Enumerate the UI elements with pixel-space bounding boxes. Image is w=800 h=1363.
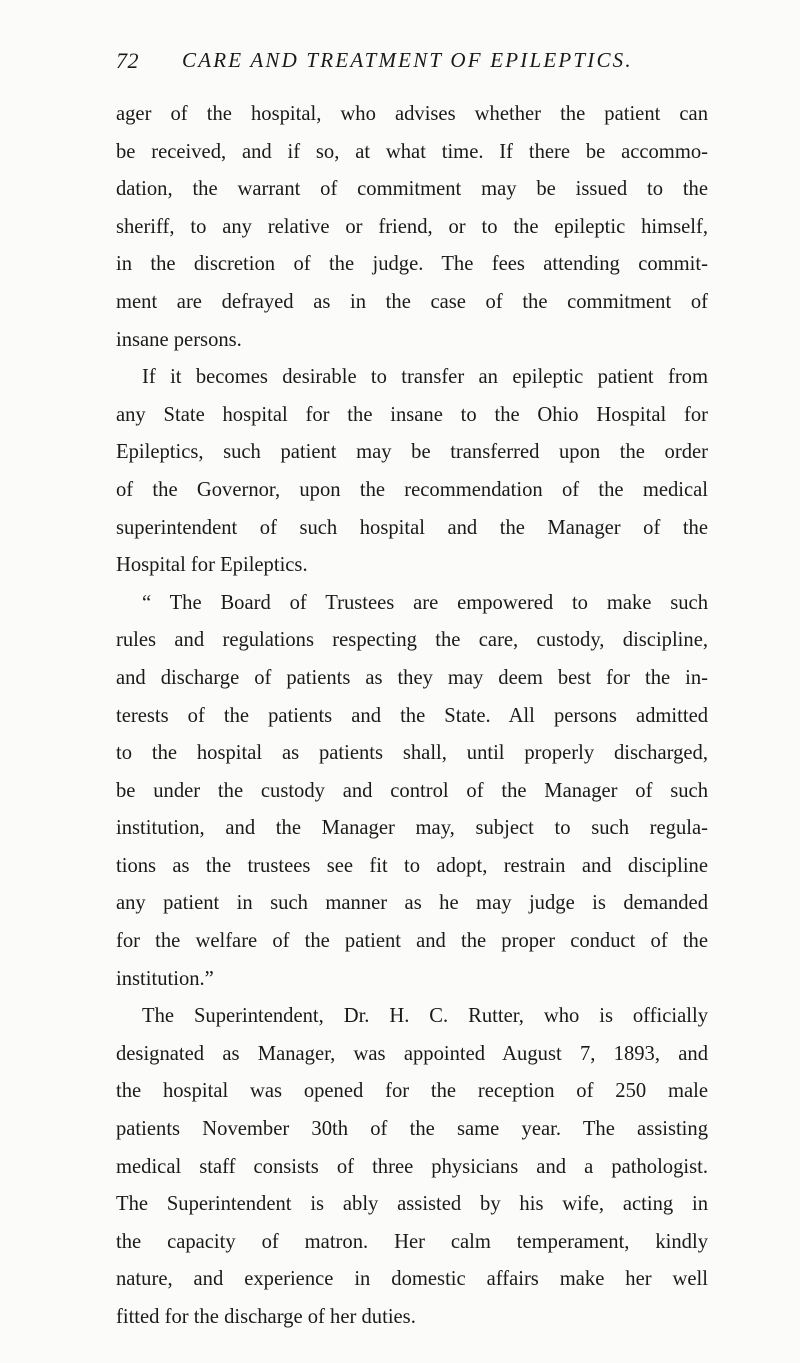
text-line: any patient in such manner as he may judge is demanded — [116, 892, 708, 915]
text-line: The Superintendent is ably assisted by his wife, acting in — [116, 1193, 708, 1216]
text-line: dation, the warrant of commitment may be issued to the — [116, 178, 708, 201]
text-line: nature, and experience in domestic affairs make her well — [116, 1268, 708, 1291]
text-line: institution.” — [116, 967, 214, 990]
text-line: to the hospital as patients shall, until properly discharged, — [116, 742, 708, 765]
text-line: in the discretion of the judge. The fees attending commit- — [116, 253, 708, 276]
text-line: any State hospital for the insane to the Ohio Hospital for — [116, 403, 708, 426]
body-text — [116, 96, 708, 1337]
text-line: superintendent of such hospital and the Manager of the — [116, 516, 708, 539]
text-line: Epileptics, such patient may be transferred upon the order — [116, 441, 708, 464]
text-line: the capacity of matron. Her calm temperament, kindly — [116, 1230, 708, 1253]
text-line: “ The Board of Trustees are empowered to make such — [142, 591, 708, 614]
text-line: Hospital for Epileptics. — [116, 554, 308, 577]
text-line: patients November 30th of the same year. The assisting — [116, 1118, 708, 1141]
text-line: ment are defrayed as in the case of the commitment of — [116, 290, 708, 313]
text-line: sheriff, to any relative or friend, or to the epileptic himself, — [116, 215, 708, 238]
text-line: designated as Manager, was appointed August 7, 1893, and — [116, 1042, 708, 1065]
text-line: tions as the trustees see fit to adopt, restrain and discipline — [116, 854, 708, 877]
text-line: be under the custody and control of the Manager of such — [116, 779, 708, 802]
text-line: medical staff consists of three physicians and a pathologist. — [116, 1155, 708, 1178]
text-line: the hospital was opened for the reception of 250 male — [116, 1080, 708, 1103]
text-line: be received, and if so, at what time. If there be accommo- — [116, 140, 708, 163]
text-line: for the welfare of the patient and the proper conduct of the — [116, 930, 708, 953]
page-number: 72 — [116, 48, 139, 73]
text-line: ager of the hospital, who advises whether the patient can — [116, 103, 708, 125]
text-line: The Superintendent, Dr. H. C. Rutter, who is officially — [142, 1005, 708, 1028]
text-line: fitted for the discharge of her duties. — [116, 1306, 416, 1328]
text-line: and discharge of patients as they may deem best for the in- — [116, 666, 708, 689]
running-head — [116, 48, 656, 78]
text-line: insane persons. — [116, 328, 242, 351]
text-line: institution, and the Manager may, subject to such regula- — [116, 817, 708, 840]
text-line: rules and regulations respecting the care, custody, discipline, — [116, 629, 708, 652]
text-line: of the Governor, upon the recommendation of the medical — [116, 478, 708, 501]
running-head-title: CARE AND TREATMENT OF EPILEPTICS. — [182, 48, 633, 72]
text-line: terests of the patients and the State. All persons admitted — [116, 704, 708, 727]
text-line: If it becomes desirable to transfer an epileptic patient from — [142, 366, 708, 389]
